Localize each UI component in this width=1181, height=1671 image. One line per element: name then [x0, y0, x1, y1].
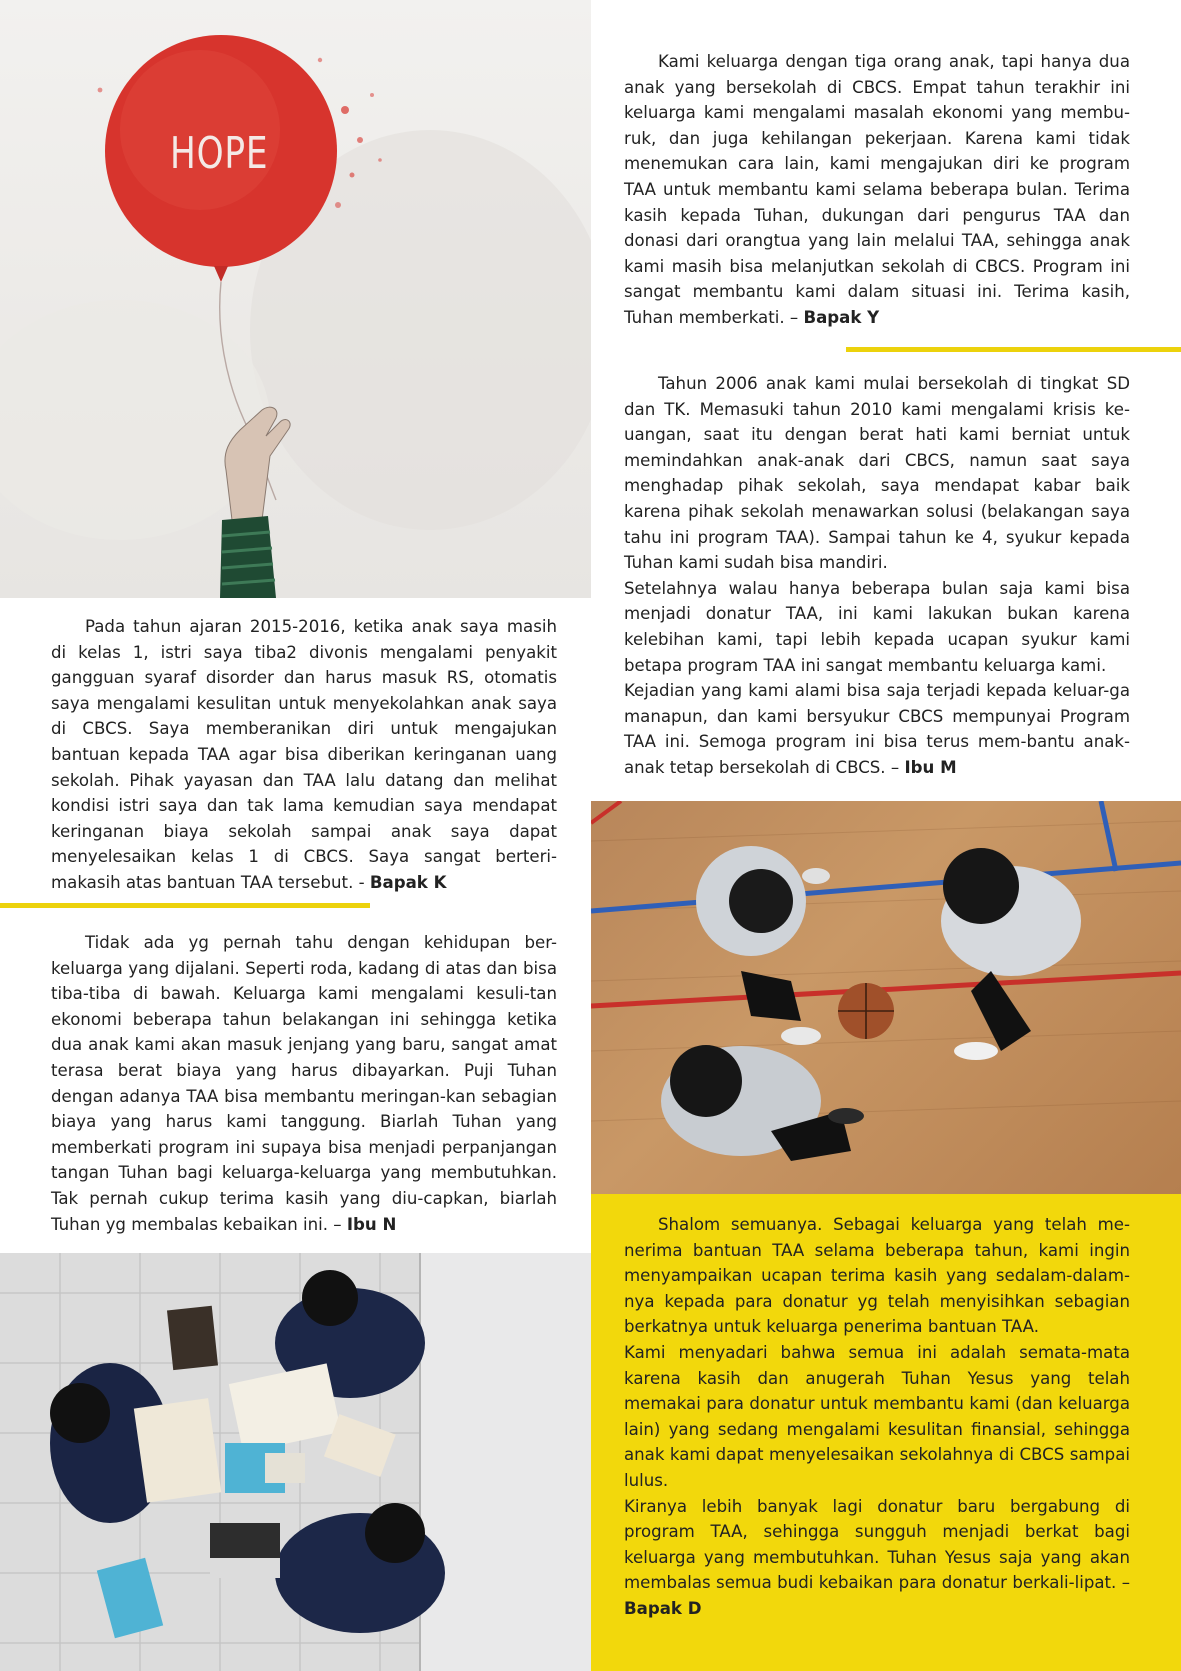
signature: Bapak Y [803, 307, 880, 327]
signature: Ibu M [904, 757, 957, 777]
testimonial-paragraph: Pada tahun ajaran 2015-2016, ketika anak saya masih di kelas 1, istri saya tiba2 divonis mengalami penyakit gangguan syaraf disorder dan harus masuk RS, otomatis saya mengalami kesulitan untuk menyekolahkan anak saya di CBCS. Saya memberanikan diri untuk mengajukan bantuan kepada TAA agar bisa diberikan keringanan uang sekolah. Pihak yayasan dan TAA lalu datang dan melihat kondisi istri saya dan tak lama kemudian saya mendapat keringanan biaya sekolah sampai anak saya dapat menyelesaikan kelas 1 di CBCS. Saya sangat berteri-makasih atas bantuan TAA tersebut. - Bapak K [51, 617, 557, 892]
signature: Bapak D [624, 1598, 702, 1618]
testimonial-paragraph: Tahun 2006 anak kami mulai bersekolah di tingkat SD dan TK. Memasuki tahun 2010 kami mengalami krisis ke-uangan, saat itu dengan berat hati kami berniat untuk memindahkan anak-anak dari CBCS, namun saat saya menghadap pihak sekolah, saya mendapat kabar baik karena pihak sekolah menawarkan solusi (belakangan saya tahu ini program TAA). Sampai tahun ke 4, syukur kepada Tuhan kami sudah bisa mandiri. [624, 374, 1130, 573]
testimonial-paragraph: Kejadian yang kami alami bisa saja terjadi kepada keluar-ga manapun, dan kami bersyukur CBCS mempunyai Program TAA ini. Semoga program ini bisa terus mem-bantu anak-anak tetap bersekolah di CBCS. – Ibu M [624, 681, 1130, 777]
signature: Ibu N [346, 1214, 397, 1234]
testimonial-paragraph: Setelahnya walau hanya beberapa bulan saja kami bisa menjadi donatur TAA, ini kami lakukan bukan karena kelebihan kami, tapi lebih kepada ucapan syukur kami betapa program TAA ini sangat membantu keluarga kami. [624, 578, 1130, 675]
testimonial-paragraph: Kami keluarga dengan tiga orang anak, tapi hanya dua anak yang bersekolah di CBCS. Empat tahun terakhir ini keluarga kami mengalami masalah ekonomi yang membu-ruk, dan juga kehilangan pekerjaan. Karena kami tidak menemukan cara lain, kami mengajukan diri ke program TAA untuk membantu kami selama beberapa bulan. Terima kasih kepada Tuhan, dukungan dari pengurus TAA dan donasi dari orangtua yang lain melalui TAA, sehingga anak kami masih bisa melanjutkan sekolah di CBCS. Program ini sangat membantu kami dalam situasi ini. Terima kasih, Tuhan memberkati. – Bapak Y [624, 52, 1130, 327]
basketball-photo [591, 801, 1181, 1194]
testimonial-paragraph: Shalom semuanya. Sebagai keluarga yang telah me-nerima bantuan TAA selama beberapa tahun, kami ingin menyampaikan ucapan terima kasih yang sedalam-dalam-nya kepada para donatur yg telah menyisihkan sebagian berkatnya untuk keluarga penerima bantuan TAA. [624, 1215, 1130, 1337]
divider-rule [846, 347, 1181, 352]
testimonial-bapak-y [624, 49, 1130, 331]
signature: Bapak K [369, 872, 447, 892]
testimonial-paragraph: Kiranya lebih banyak lagi donatur baru bergabung di program TAA, sehingga sungguh menjadi berkat bagi keluarga yang membutuhkan. Tuhan Yesus saja yang akan membalas semua budi kebaikan para donatur berkali-lipat. – Bapak D [624, 1496, 1130, 1618]
testimonial-paragraph: Tidak ada yg pernah tahu dengan kehidupan ber-keluarga yang dijalani. Seperti roda, kadang di atas dan bisa tiba-tiba di bawah. Keluarga kami mengalami kesuli-tan ekonomi beberapa tahun belakangan ini sehingga ketika dua anak kami akan masuk jenjang yang baru, sangat amat terasa berat biaya yang harus dibayarkan. Puji Tuhan dengan adanya TAA bisa membantu meringan-kan sebagian biaya yang harus kami tanggung. Biarlah Tuhan yang memberkati program ini supaya bisa menjadi perpanjangan tangan Tuhan bagi keluarga-keluarga yang membutuhkan. Tak pernah cukup terima kasih yang diu-capkan, biarlah Tuhan yg membalas kebaikan ini. – Ibu N [51, 933, 557, 1234]
hope-balloon-image [0, 0, 591, 598]
testimonial-ibu-n [51, 930, 557, 1237]
divider-rule [0, 903, 370, 908]
testimonial-bapak-d [624, 1212, 1130, 1622]
testimonial-bapak-k [51, 614, 557, 896]
basketball-illustration [591, 801, 1181, 1194]
hope-balloon-illustration [0, 0, 591, 598]
study-illustration [0, 1253, 591, 1671]
testimonial-ibu-m [624, 371, 1130, 781]
students-study-photo [0, 1253, 591, 1671]
testimonial-paragraph: Kami menyadari bahwa semua ini adalah semata-mata karena kasih dan anugerah Tuhan Yesus yang telah memakai para donatur untuk membantu kami (dan keluarga lain) yang sedang mengalami kesulitan finansial, sehingga anak kami dapat menyelesaikan sekolahnya di CBCS sampai lulus. [624, 1342, 1130, 1490]
balloon-word: HOPE [170, 128, 269, 179]
